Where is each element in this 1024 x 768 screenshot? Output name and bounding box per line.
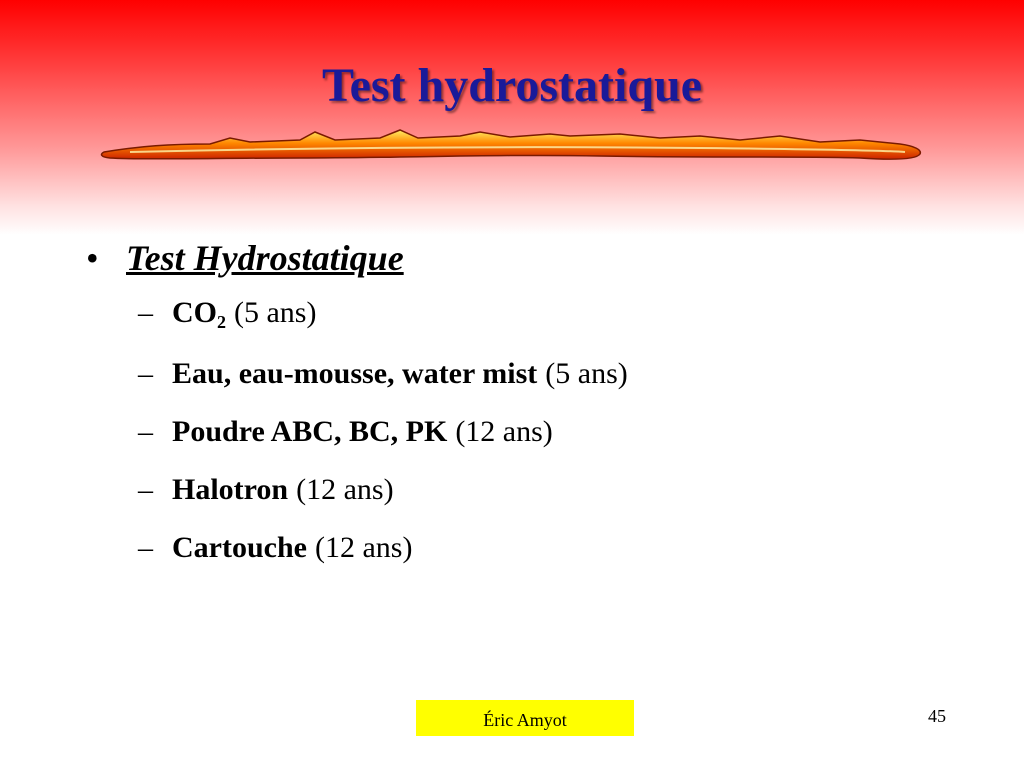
fire-divider-graphic [100,122,924,166]
item-bold-text: $CO_2$ [172,296,226,332]
item-bold-text: Eau, eau-mousse, water mist [172,357,538,390]
item-bold-text: Halotron [172,473,289,506]
item-bold-text: Cartouche [172,531,307,564]
dash-symbol: – [138,531,153,564]
page-number: 45 [928,706,946,726]
list-item [86,284,946,345]
list-item [86,345,946,403]
dash-symbol: – [138,473,153,506]
dash-symbol: – [138,296,153,329]
list-item [86,403,946,461]
item-duration: (5 ans) [234,296,317,329]
dash-symbol: – [138,415,153,448]
item-duration: (12 ans) [314,531,413,564]
item-duration: (5 ans) [545,357,628,390]
slide-content [86,232,946,577]
list-item [86,519,946,577]
subscript: 2 [217,312,226,332]
bullet-heading: Test Hydrostatique [126,238,404,278]
footer-author: Éric Amyot [483,710,567,730]
footer-author-box [416,700,634,736]
bullet-symbol: • [86,238,99,278]
main-bullet [86,232,946,284]
item-bold-text: Poudre ABC, BC, PK [172,415,448,448]
slide-title: Test hydrostatique [321,59,703,112]
list-item [86,461,946,519]
item-duration: (12 ans) [455,415,553,448]
item-duration: (12 ans) [296,473,394,506]
sub-bullet-list [86,284,946,577]
dash-symbol: – [138,357,153,390]
